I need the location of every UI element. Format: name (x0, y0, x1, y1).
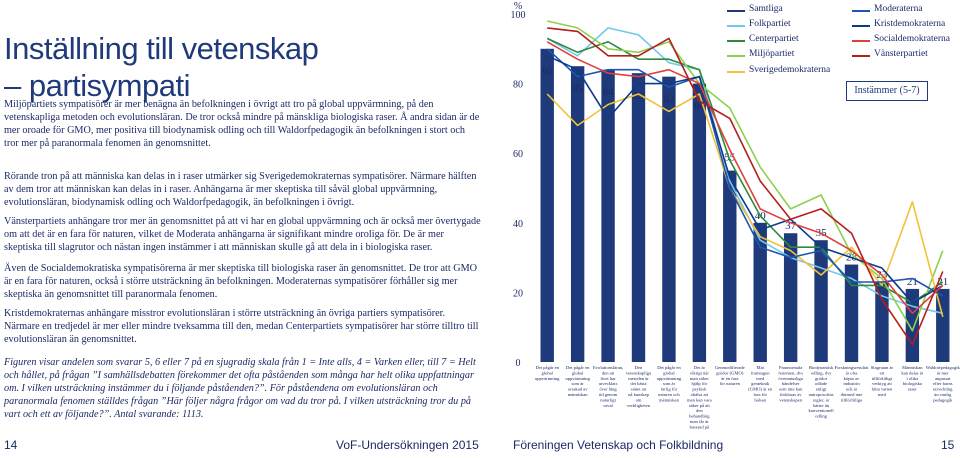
data-label: 84 (602, 86, 614, 99)
data-label: 80 (693, 100, 705, 113)
legend-item (749, 65, 830, 75)
y-tick-label: 20 (513, 288, 523, 300)
data-label: 21 (937, 275, 949, 288)
data-label: 40 (754, 209, 766, 222)
legend-label: Centerpartiet (749, 34, 799, 44)
page-title (4, 30, 494, 104)
category-label: Waldorfpedagogik är mer anpassat efter barns utveckling än vanlig pedagogik (925, 365, 960, 403)
legend-label: Sverigedemokraterna (749, 65, 831, 75)
paragraph-v: Vänsterpartiets anhängare tror mer än genomsnittet på att vi har en global uppvärmning och är också mer övertygade om att det är en fara för naturen, vilket de Moderata anhängarna är signifikant mindre oroliga för. De är mer skeptiska till slagrutor och nästan ingen instämmer i att människan skulle gå att dela in i biologiska raser. (4, 216, 481, 254)
legend-item (874, 19, 945, 29)
legend-label: Miljöpartiet (749, 49, 795, 59)
bar (632, 73, 645, 362)
legend-swatch (727, 71, 745, 73)
bar-line-chart (496, 0, 960, 430)
paragraph-kd: Kristdemokraternas anhängare misstror evolutionsläran i större utsträckning än övriga partiers sympatisörer. Närmare en tredjedel är mer eller mindre tveksamma till den, medan Centerpartiets sympatisörer har större tilltro till evolutionsläran än genomsnittet. (4, 308, 479, 346)
legend-swatch (727, 55, 745, 57)
legend-item (749, 34, 799, 44)
data-label: 55 (724, 151, 736, 164)
bar (814, 240, 827, 362)
bar (571, 66, 584, 362)
data-label: 85 (572, 83, 584, 96)
page-number-right: 15 (941, 438, 955, 452)
legend-swatch (727, 10, 745, 12)
legend-swatch (852, 40, 870, 42)
paragraph-mp: Miljöpartiets sympatisörer är mer benägna än befolkningen i övrigt att tro på global uppvärmning, på den vetenskapliga metoden och evolutionsläran. De tror också mindre på mänskliga biologiska raser. Å andra sidan är de mer oroade för GMO, mer positiva till biodynamisk odling och till Waldorfpedagogik än befolkningen i stort och tror mer på paranormala fenomen än genomsnittet. (4, 99, 480, 150)
paragraph-sd: Rörande tron på att människa kan delas in i raser utmärker sig Sverigedemokraternas sympatisörer. Närmare hälften av dem tror att människan kan delas in i raser. Anhängarna är mer skeptiska till såväl global uppvärmning, evolutionsläran, biodynamisk odling och Waldorfpedagogik, än befolkningen i övrigt. (4, 171, 477, 209)
title-line-2: – partisympati (4, 68, 190, 103)
y-tick-label: 60 (513, 149, 523, 161)
data-label: 23 (876, 268, 888, 281)
legend-swatch (852, 55, 870, 57)
legend-swatch (852, 25, 870, 27)
legend-swatch (727, 25, 745, 27)
category-label: Det är viktigt när man söker hjälp för psykisk ohälsa att man kan vara säker på att den behandling man får är baserad på (686, 365, 712, 430)
legend-swatch (727, 40, 745, 42)
legend-swatch (852, 10, 870, 12)
legend-item (874, 4, 923, 14)
legend-label: Kristdemokraterna (874, 19, 946, 29)
bar (784, 233, 797, 362)
legend-item (749, 19, 791, 29)
y-tick-label: 80 (513, 79, 523, 91)
paragraph-s: Även de Socialdemokratiska sympatisörerna är mer skeptiska till biologiska raser än genomsnittet. De tror att GMO är en fara för naturen, också i större utsträckning än befolkningen. Moderaternas sympatisörer förhåller sig mer skeptiska än genomsnittet till paranormala fenomen. (4, 263, 478, 301)
category-label: Den vetenskapliga metoden är det bästa sättet att nå kunskap om verkligheten (625, 365, 652, 408)
legend-label: Folkpartiet (749, 19, 791, 29)
category-label: Det pågår en global uppvärmning (534, 365, 560, 381)
category-label: Forskningsresultat är ofta köpta av industrin och är därmed inte tillförlitliga (834, 365, 869, 403)
data-label: 82 (663, 93, 675, 106)
category-label: Biodynamisk odling, dvs grödor odlade enligt antroposofins regler, är bättre än konventionell odling (808, 365, 834, 419)
category-label: Mat framtagen med genteknik (GMO) är en fara för hälsan (748, 365, 773, 403)
legend-item (874, 49, 928, 59)
category-label: Det pågår en global uppvärmning som är orsakad av människan (565, 365, 590, 397)
category-label: Det pågår en global uppvärmning som är farlig för naturen och människan (656, 365, 682, 403)
y-tick-label: 40 (513, 218, 523, 230)
data-label: 83 (633, 90, 644, 103)
category-label: Evolutionsläran, den att livet har utvecklats över lång tid genom naturligt urval (592, 365, 624, 408)
legend-item (749, 49, 794, 59)
data-label: 37 (785, 220, 797, 233)
chart-area (496, 0, 960, 430)
data-label: 90 (541, 65, 553, 78)
data-label: 35 (815, 227, 827, 240)
data-label: 28 (846, 251, 857, 264)
legend-label: Samtliga (749, 4, 783, 14)
bar (541, 49, 554, 362)
bar (723, 171, 736, 362)
footer-publication: VoF-Undersökningen 2015 (336, 438, 479, 452)
y-tick-label: 0 (515, 358, 521, 369)
legend-label: Socialdemokraterna (874, 34, 950, 44)
category-label: Slagrutan är ett tillförlitligt verktyg att hitta vatten med (870, 365, 894, 397)
footer-organization: Föreningen Vetenskap och Folkbildning (513, 438, 724, 452)
y-tick-label: 100 (510, 10, 526, 21)
legend-item (749, 4, 783, 14)
y-axis-label: % (513, 1, 523, 12)
category-label: Människan kan delas in i olika biologiska raser (901, 365, 924, 392)
bar (693, 84, 706, 362)
legend-label: Moderaterna (874, 4, 923, 14)
category-label: Genmodifierade grödor (GMO) är en fara för naturen (714, 365, 745, 387)
bar (662, 77, 675, 362)
figure-caption: Figuren visar andelen som svarar 5, 6 eller 7 på en sjugradig skala från 1 = Inte alls, 4 = Varken eller, till 7 = Helt och hållet, på frågan ”I samhällsdebatten förekommer det ofta påståenden som många har helt olika uppfattningar om. I vilken utsträckning instämmer du i följande påståenden?”. För påståendena om evolutionsläran och paranormala fenomen ställdes frågan ”Här följer några frågor om vad du tror på. I vilken utsträckning tror du på vart och ett av följande?”. Antal svarande: 1113. (4, 357, 476, 420)
title-line-1: Inställning till vetenskap (4, 31, 319, 66)
legend-item (874, 34, 950, 44)
data-label: 21 (906, 275, 918, 288)
page-number-left: 14 (4, 438, 18, 452)
legend-box: Instämmer (5-7) (846, 81, 928, 101)
legend-label: Vänsterpartiet (874, 49, 928, 59)
category-label: Paranormala fenomen, dvs övernaturliga händelser som inte kan förklaras av vetenskapen (778, 365, 804, 403)
